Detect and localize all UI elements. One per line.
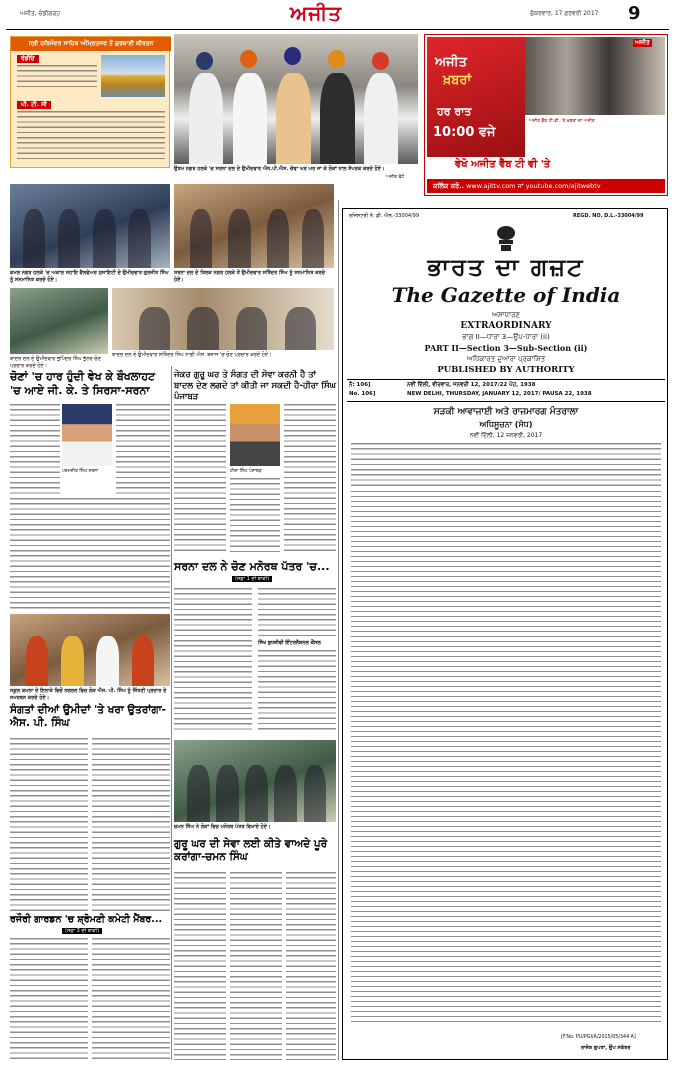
figure <box>320 73 354 164</box>
gazette-extra-punjabi: ਅਸਾਧਾਰਣ <box>492 311 520 319</box>
ad-line1: ਅਜੀਤ <box>435 55 467 70</box>
article-sarna-col2 <box>258 588 336 638</box>
ad-brand: ਅਜੀਤ <box>635 39 650 46</box>
figure <box>233 73 267 164</box>
caption-chaman-singh: ਚਮਨ ਸਿੰਘ ਨੇ ਲੋਕਾਂ ਵਿਚ ਮਨੋਰਥ ਪੱਤਰ ਵਿਖਾਏ ਹੋਏ। <box>174 824 271 830</box>
turban <box>372 52 389 70</box>
portrait-hira-singh <box>230 404 280 466</box>
headline-chaman-singh: ਗੁਰੂ ਘਰ ਦੀ ਸੇਵਾ ਲਈ ਕੀਤੇ ਵਾਅਦੇ ਪੂਰੇ ਕਰਾਂਗਾ-ਚਮਨ ਸਿੰਘ <box>174 838 328 863</box>
gazette-body-list <box>351 491 661 1025</box>
figure <box>236 307 267 350</box>
gazette-notif-date: ਨਵੀਂ ਦਿੱਲੀ, 12 ਜਨਵਰੀ, 2017 <box>469 432 543 439</box>
gazette-date-punjabi: ਨਵੀਂ ਦਿੱਲੀ, ਵੀਰਵਾਰ, ਜਨਵਰੀ 12, 2017/22 ਪੋਹ, 1938 <box>407 382 536 388</box>
caption-sp-singh: ਸਕੂਲ ਕਮਲਾ ਦੇ ਇਲਾਕੇ ਵਿਚੋਂ ਨਗਰਲ ਵਿਚ ਲੋਕ ਐਸ. ਪੀ. ਸਿੰਘ ਨੂੰ ਜਿੱਤਣੀ ਪ੍ਰਚਾਰ ਦੇ ਸਮਰਥਨ ਕਰਦੇ ਹੋਏ। <box>10 688 167 701</box>
ad-or: ਜਾਂ <box>517 182 524 190</box>
figure <box>26 636 48 686</box>
figure <box>139 307 170 350</box>
gurbani-box <box>10 36 170 168</box>
article-hira-col3 <box>230 478 280 554</box>
caption-tilak-nagar: ਸਰਨਾ ਦਲ ਦੇ ਤਿਲਕ ਨਗਰ ਹਲਕੇ ਤੋਂ ਉਮੀਦਵਾਰ ਸਤਿੰਦਰ ਸਿੰਘ ਨੂੰ ਸਨਮਾਨਿਤ ਕਰਦੇ ਹੋਏ। <box>174 270 326 283</box>
continuation-tag-1: (ਸਫ਼ਾ 1 ਦੀ ਬਾਕੀ) <box>232 576 272 582</box>
article-rajouri-col1 <box>10 938 88 1060</box>
ad-watch: ਵੇਖੋ ਅਜੀਤ ਵੈੱਬ ਟੀ ਵੀ 'ਤੇ <box>455 159 551 170</box>
headline-sarna-manifesto: ਸਰਨਾ ਦਲ ਨੇ ਚੋਣ ਮਨੋਰਥ ਪੱਤਰ 'ਚ... <box>174 560 330 573</box>
portrait-hira-name: ਹੀਰਾ ਸਿੰਘ ਪੰਜਾਬੜ <box>230 469 262 474</box>
headline-rajouri: ਰਜੌਰੀ ਗਾਰਡਨ 'ਚ ਸ਼੍ਰੋਮਣੀ ਕਮੇਟੀ ਮੈਂਬਰ... <box>10 914 163 925</box>
column-rule <box>171 366 172 1060</box>
page-number: 9 <box>628 3 641 24</box>
gazette-part-punjabi: ਭਾਗ II—ਧਾਰਾ 3—ਉਪ-ਧਾਰਾ (ii) <box>462 333 550 341</box>
article-sarna-col3 <box>258 650 336 732</box>
figure <box>128 209 150 268</box>
gazette-reg-left: ਰਜਿਸਟਰੀ ਨੰ: ਡੀ. ਐਲ.-33004/99 <box>349 213 420 219</box>
figure <box>364 73 398 164</box>
gazette-title-english: The Gazette of India <box>391 283 621 307</box>
caption-bhullar: ਬਾਦਲ ਦਲ ਦੇ ਉਮੀਦਵਾਰ ਭੁਪਿੰਦਰ ਸਿੰਘ ਭੁੱਲਰ ਚੋਣ ਪ੍ਰਚਾਰ ਕਰਦੇ ਹੋਏ। <box>10 356 101 369</box>
gazette-reg-right: REGD. NO. D.L.-33004/99 <box>573 213 644 219</box>
figure <box>58 209 80 268</box>
ad-url2[interactable]: youtube.com/ajitwebtv <box>525 182 601 190</box>
photo-nagi <box>112 288 334 350</box>
article-sarna-col1 <box>174 588 252 732</box>
ad-time: 10:00 ਵਜੇ <box>433 125 496 140</box>
gazette-notification: ਅਧਿਸੂਚਨਾ (ਸੋਧ) <box>479 420 533 429</box>
article-gk-col2 <box>116 404 170 494</box>
ad-click: ਕਲਿੱਕ ਕਰੋ.. <box>433 182 465 190</box>
ashoka-emblem <box>491 223 521 253</box>
portrait-sarna <box>62 404 112 466</box>
gazette-no-english: No. 106] <box>349 391 376 397</box>
article-sp-col2 <box>92 738 170 912</box>
caption-nagi: ਬਾਦਲ ਦਲ ਦੇ ਉਮੀਦਵਾਰ ਸਤਿੰਦਰ ਸਿੰਘ ਨਾਗੀ ਐਸ. ਬਜਾਜ 'ਚ ਚੋਣ ਪ੍ਰਚਾਰ ਕਰਦੇ ਹੋਏ। <box>112 352 272 358</box>
masthead-left: ਅਜੀਤ, ਚੰਡੀਗੜ੍ਹ <box>20 10 61 17</box>
gazette-part-english: PART II—Section 3—Sub-Section (ii) <box>424 343 588 353</box>
continuation-tag-2: (ਸਫ਼ਾ 3 ਦੀ ਬਾਕੀ) <box>62 928 102 934</box>
gazette-auth-english: PUBLISHED BY AUTHORITY <box>437 365 575 375</box>
turban <box>196 52 213 70</box>
masthead <box>0 0 675 30</box>
figure <box>132 636 154 686</box>
ad-url1[interactable]: www.ajittv.com <box>466 182 516 190</box>
gazette-fno: [F.No. PU/PGI/A/2015/05/344 A] <box>561 1035 636 1040</box>
figure <box>187 307 218 350</box>
turban <box>240 50 257 68</box>
figure <box>304 765 327 822</box>
ad-small-note: ਅਜੀਤ ਵੈੱਬ ਟੀ.ਵੀ. 'ਤੇ ਖ਼ਬਰਾਂ ਦਾ ਅਜੀਤ <box>529 119 595 124</box>
ad-link-bar[interactable] <box>427 179 665 193</box>
article-hira-col1 <box>174 404 226 554</box>
gurbani-title: ਸ੍ਰੀ ਹਰਿਮੰਦਰ ਸਾਹਿਬ ਅੰਮ੍ਰਿਤਸਰ ਤੋਂ ਗੁਰਬਾਣੀ ਕੀਰਤਨ <box>11 37 171 51</box>
gazette-body-intro <box>351 443 661 487</box>
figure <box>93 209 115 268</box>
photo-bhullar <box>10 288 108 354</box>
gazette-ministry: ਸੜਕੀ ਆਵਾਜਾਈ ਅਤੇ ਰਾਜਮਾਰਗ ਮੰਤਰਾਲਾ <box>433 407 579 417</box>
article-gk-col1 <box>10 404 60 494</box>
portrait-sarna-name: ਪਰਮਜੀਤ ਸਿੰਘ ਸਰਨਾ <box>62 469 99 474</box>
radio-label: ਰੇਡੀਓ <box>17 55 39 63</box>
article-sp-col1 <box>10 738 88 912</box>
photo-sp-singh <box>10 614 170 686</box>
gazette-extra-english: EXTRAORDINARY <box>460 321 552 331</box>
figure <box>228 209 250 268</box>
article-chaman-col1 <box>174 872 226 1060</box>
golden-temple-photo <box>101 55 165 97</box>
figure <box>285 307 316 350</box>
figure <box>187 765 210 822</box>
gazette-rule-1 <box>347 379 665 380</box>
masthead-date: ਸ਼ੁੱਕਰਵਾਰ, 17 ਫ਼ਰਵਰੀ 2017 <box>530 10 599 17</box>
figure <box>216 765 239 822</box>
photo-tilak-nagar <box>174 184 334 268</box>
ajit-news-ad[interactable] <box>424 34 668 196</box>
column-rule <box>338 200 339 1060</box>
gazette-signatory: ਰਾਜੇਸ਼ ਗੁਪਤਾ, ਉਪ ਸਕੱਤਰ <box>581 1045 631 1051</box>
article-hira-col2 <box>284 404 336 554</box>
masthead-rule <box>6 29 669 30</box>
gazette-date-english: NEW DELHI, THURSDAY, JANUARY 12, 2017/ PAUSA 22, 1938 <box>407 391 592 397</box>
turban <box>284 47 301 65</box>
article-chaman-col3 <box>286 872 336 1060</box>
article-rajouri-col2 <box>92 938 170 1060</box>
figure <box>23 209 45 268</box>
gazette-title-punjabi: ਭਾਰਤ ਦਾ ਗਜ਼ਟ <box>427 253 585 281</box>
photo-chaman-singh <box>174 740 336 822</box>
radio-text <box>17 65 97 91</box>
turban <box>328 50 345 68</box>
headline-gk-sirsa: ਚੋਣਾਂ 'ਚ ਹਾਰ ਹੁੰਦੀ ਵੇਖ ਕੇ ਬੌਖਲਾਹਟ 'ਚ ਆਏ ਜੀ. ਕੇ. ਤੇ ਸਿਰਸਾ-ਸਰਨਾ <box>10 370 156 397</box>
caption-kamal-nagar: ਕਮਲ ਨਗਰ ਹਲਕੇ 'ਚ ਅਕਾਲ ਸਹਾਇ ਵੈਲਫੇਅਰ ਸੁਸਾਇਟੀ ਦੇ ਉਮੀਦਵਾਰ ਗੁਰਜੀਤ ਸਿੰਘ ਨੂੰ ਸਨਮਾਨਿਤ ਕਰਦੇ ਹੋਏ। <box>10 270 169 283</box>
gazette-auth-punjabi: ਅਧਿਕਾਰਤ ਦੁਆਰਾ ਪ੍ਰਕਾਸ਼ਿਤ <box>466 355 546 363</box>
ad-anchor-photos <box>525 37 665 115</box>
headline-sp-singh: ਸੰਗਤਾਂ ਦੀਆਂ ਉਮੀਦਾਂ 'ਤੇ ਖਰਾ ਉਤਰਾਂਗਾ-ਐਸ. ਪੀ. ਸਿੰਘ <box>10 704 166 729</box>
figure <box>61 636 83 686</box>
figure <box>245 765 268 822</box>
gazette-no-punjabi: ਨੰ: 106] <box>349 382 371 388</box>
ptc-text <box>17 111 165 159</box>
masthead-title: ਅਜੀਤ <box>290 1 343 25</box>
subhead-sikh-council: ਸਿੱਖ ਬੁਧਜੀਵੀ ਇੰਟਰਨੈਸ਼ਨਲ ਕੌਂਸਲ <box>258 640 321 646</box>
photo-credit: ਅਜੀਤ ਫੋਟੋ <box>386 175 405 180</box>
gazette-notice <box>342 208 668 1060</box>
figure <box>190 209 212 268</box>
article-chaman-col2 <box>230 872 282 1060</box>
caption-uttam-nagar: ਉਤਮ ਨਗਰ ਹਲਕੇ 'ਚ ਸਰਨਾ ਦਲ ਦੇ ਉਮੀਦਵਾਰ ਐਨ.ਪੀ.ਐਸ. ਚੱਢਾ ਘਰ ਘਰ ਜਾ ਕੇ ਲੋਕਾਂ ਨਾਲ ਸੰਪਰਕ ਕਰਦੇ ਹੋਏ। <box>174 166 385 172</box>
photo-kamal-nagar <box>10 184 170 268</box>
figure <box>302 209 324 268</box>
figure <box>276 73 310 164</box>
article-gk-col3 <box>10 498 170 610</box>
gazette-rule-2 <box>347 401 665 402</box>
ad-line2: ਖ਼ਬਰਾਂ <box>443 73 472 88</box>
ptc-label: ਪੀ. ਟੀ. ਸੀ <box>17 101 51 109</box>
ad-line3: ਹਰ ਰਾਤ <box>437 105 472 118</box>
photo-uttam-nagar <box>174 34 418 164</box>
figure <box>274 765 297 822</box>
figure <box>189 73 223 164</box>
headline-hira-singh: ਜੇਕਰ ਗੁਰੂ ਘਰ ਤੇ ਸੰਗਤ ਦੀ ਸੇਵਾ ਕਰਨੀ ਹੈ ਤਾਂ ਬਾਦਲ ਦੇਣ ਲਗਦੇ ਤਾਂ ਕੀਤੀ ਜਾ ਸਕਦੀ ਹੈ-ਹੀਰਾ ਸਿੰਘ ਪੰਜਾਬੜ <box>174 370 337 402</box>
figure <box>267 209 289 268</box>
figure <box>96 636 118 686</box>
